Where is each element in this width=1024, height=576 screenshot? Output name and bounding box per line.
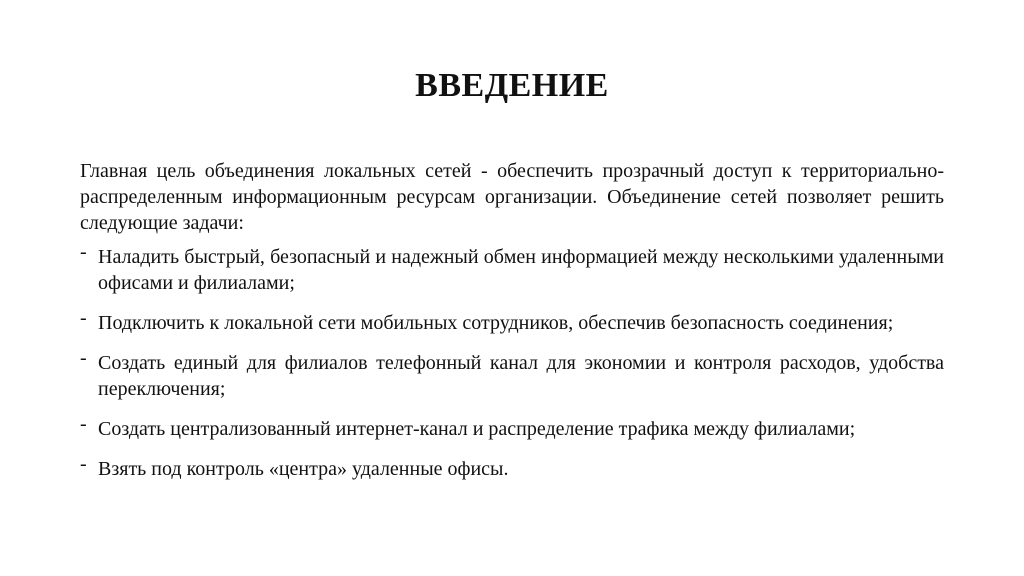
task-list: [80, 241, 944, 482]
bullet-dash-icon: -: [80, 347, 87, 369]
task-text: Взять под контроль «центра» удаленные офисы.: [98, 458, 509, 480]
bullet-dash-icon: -: [80, 241, 87, 263]
bullet-dash-icon: -: [80, 453, 87, 475]
task-text: Создать единый для филиалов телефонный канал для экономии и контроля расходов, удобства переключения;: [98, 352, 944, 400]
task-text: Подключить к локальной сети мобильных сотрудников, обеспечив безопасность соединения;: [98, 312, 894, 334]
bullet-dash-icon: -: [80, 413, 87, 435]
task-text: Создать централизованный интернет-канал и распределение трафика между филиалами;: [98, 418, 856, 440]
task-item: [80, 241, 944, 296]
bullet-dash-icon: -: [80, 307, 87, 329]
task-item: [80, 347, 944, 402]
intro-paragraph: Главная цель объединения локальных сетей - обеспечить прозрачный доступ к территориально-распределенным информационным ресурсам организации. Объединение сетей позволяет решить следующие задачи:: [80, 160, 944, 234]
task-item: [80, 453, 944, 482]
task-item: [80, 413, 944, 442]
task-text: Наладить быстрый, безопасный и надежный обмен информацией между несколькими удаленными офисами и филиалами;: [98, 246, 944, 294]
slide-title: ВВЕДЕНИЕ: [415, 67, 609, 104]
task-item: [80, 307, 944, 336]
slide-body: [80, 158, 944, 496]
